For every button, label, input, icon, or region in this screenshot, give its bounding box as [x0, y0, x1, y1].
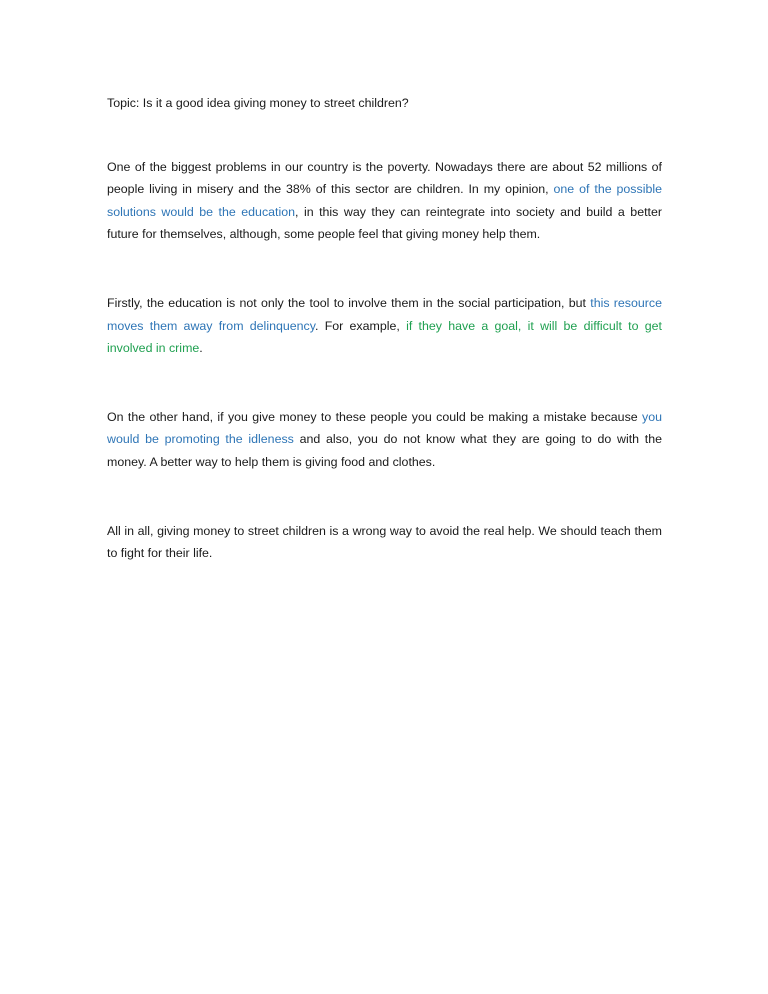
highlighted-thesis: one of the possible solutions would be the education — [107, 182, 662, 219]
topic-heading: Topic: Is it a good idea giving money to street children? — [107, 96, 409, 110]
paragraph-introduction — [107, 156, 662, 246]
paragraph-conclusion — [107, 520, 662, 565]
highlighted-main-idea: you would be promoting the idleness — [107, 409, 662, 447]
paragraph-text: . — [199, 341, 203, 356]
highlighted-main-idea: this resource moves them away from delinquency — [107, 295, 662, 333]
document-body — [107, 92, 662, 565]
paragraph-text: and also, you do not know what they are going to do with the money. A better way to help them is giving food and clothes. — [107, 432, 662, 469]
paragraph-text: All in all, giving money to street children is a wrong way to avoid the real help. We should teach them to fight for their life. — [107, 523, 662, 561]
paragraph-argument — [107, 292, 662, 360]
paragraph-text: One of the biggest problems in our country is the poverty. Nowadays there are about 52 millions of people living in misery and the 38% of this sector are children. In my opinion, — [107, 159, 662, 197]
paragraph-text: Firstly, the education is not only the tool to involve them in the social participation, but — [107, 295, 591, 310]
paragraph-text: . For example, — [315, 318, 407, 333]
paragraph-counterargument — [107, 406, 662, 474]
highlighted-example: if they have a goal, it will be difficult to get involved in crime — [107, 318, 662, 356]
paragraph-text: On the other hand, if you give money to these people you could be making a mistake because — [107, 409, 643, 424]
paragraph-text: , in this way they can reintegrate into society and build a better future for themselves, although, some people feel that giving money help them. — [107, 204, 662, 242]
